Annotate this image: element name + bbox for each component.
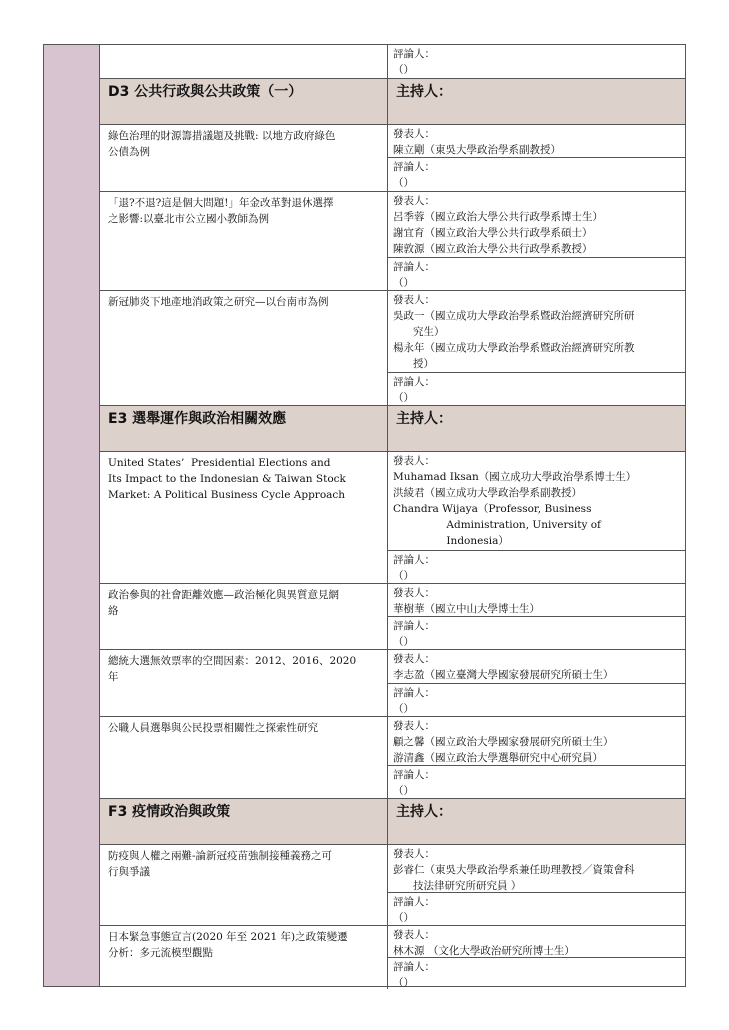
side-color-band xyxy=(44,45,100,986)
presenter-block xyxy=(388,192,685,258)
participant-line: 授） xyxy=(393,358,435,370)
moderator-label: 主持人： xyxy=(396,411,452,427)
role-label: 發表人： xyxy=(393,294,435,306)
participant-line: 洪綾君（國立成功大學政治學系副教授） xyxy=(393,487,582,499)
presenter-block xyxy=(388,584,685,617)
participant-line: 謝宜育（國立政治大學公共行政學系碩士） xyxy=(393,227,593,239)
discussant-block xyxy=(388,617,685,651)
paper-row xyxy=(100,717,685,799)
role-label: 評論人： xyxy=(393,620,435,632)
role-label: 發表人： xyxy=(393,653,435,665)
session-header-row xyxy=(100,79,685,125)
paper-row xyxy=(100,125,685,192)
role-label: 評論人： xyxy=(393,961,435,973)
role-label: 評論人： xyxy=(393,554,435,566)
participant-line: 李志盈（國立臺灣大學國家發展研究所碩士生） xyxy=(393,669,614,681)
paper-title: 「退?不退?這是個大問題!」年金改革對退休選擇 之影響:以臺北市公立國小教師為例 xyxy=(100,192,388,290)
participant-line: 技法律研究所研究員 ） xyxy=(393,880,522,892)
participants-cell xyxy=(388,291,685,405)
session-title: D3 公共行政與公共政策（一） xyxy=(100,79,388,124)
role-label: 評論人： xyxy=(393,687,435,699)
participant-line: 陳立剛（東吳大學政治學系副教授） xyxy=(393,144,561,156)
presenter-block xyxy=(388,650,685,684)
paper-title: 政治參與的社會距離效應—政治極化與異質意見網 絡 xyxy=(100,584,388,649)
paper-title: 防疫與人權之兩難-論新冠疫苗強制接種義務之可 行與爭議 xyxy=(100,845,388,925)
role-label: 發表人： xyxy=(393,929,435,941)
participant-line: 吳政一（國立成功大學政治學系暨政治經濟研究所研 xyxy=(393,310,635,322)
participant-line: （） xyxy=(393,912,414,924)
participant-line: Indonesia） xyxy=(393,535,509,547)
paper-row xyxy=(100,926,685,989)
session-title: F3 疫情政治與政策 xyxy=(100,799,388,844)
paper-title: 公職人員選舉與公民投票相關性之探索性研究 xyxy=(100,717,388,798)
discussant-block xyxy=(388,766,685,800)
participant-line: Administration, University of xyxy=(393,519,601,531)
participant-line: 彭睿仁（東吳大學政治學系兼任助理教授／資策會科 xyxy=(393,864,635,876)
role-label: 發表人： xyxy=(393,848,435,860)
discussant-block xyxy=(388,45,685,79)
presenter-block xyxy=(388,291,685,373)
paper-row xyxy=(100,650,685,717)
role-label: 評論人： xyxy=(393,376,435,388)
participant-line: （） xyxy=(393,570,414,582)
participants-cell xyxy=(388,926,685,989)
role-label: 評論人： xyxy=(393,48,435,60)
paper-row xyxy=(100,845,685,926)
presenter-block xyxy=(388,926,685,958)
role-label: 發表人： xyxy=(393,455,435,467)
participant-line: （） xyxy=(393,177,414,189)
participant-line: 呂季蓉（國立政治大學公共行政學系博士生） xyxy=(393,211,603,223)
paper-title: United States’ Presidential Elections and Its Impact to the Indonesian & Taiwan Stock Market: A Political Business Cycle Approach xyxy=(100,452,388,583)
discussant-block xyxy=(388,258,685,292)
participant-line: 楊永年（國立成功大學政治學系暨政治經濟研究所教 xyxy=(393,342,635,354)
participant-line: Chandra Wijaya（Professor, Business xyxy=(393,503,592,515)
session-title: E3 選舉運作與政治相關效應 xyxy=(100,406,388,451)
participant-line: 顧之馨（國立政治大學國家發展研究所碩士生） xyxy=(393,736,614,748)
paper-title: 總統大選無效票率的空間因素：2012、2016、2020 年 xyxy=(100,650,388,716)
participant-line: 游清鑫（國立政治大學選舉研究中心研究員） xyxy=(393,752,603,764)
paper-row xyxy=(100,584,685,650)
moderator-label: 主持人： xyxy=(396,804,452,820)
role-label: 發表人： xyxy=(393,587,435,599)
paper-title xyxy=(100,45,388,78)
discussant-block xyxy=(388,158,685,192)
participant-line: （） xyxy=(393,703,414,715)
participant-line: 究生） xyxy=(393,326,445,338)
participant-line: （） xyxy=(393,977,414,989)
moderator-label: 主持人： xyxy=(396,84,452,100)
session-header-row xyxy=(100,406,685,452)
participants-cell xyxy=(388,584,685,649)
participant-line: 林木源 （文化大學政治研究所博士生） xyxy=(393,945,575,957)
participant-line: 華樹華（國立中山大學博士生） xyxy=(393,603,540,615)
participant-line: （） xyxy=(393,277,414,289)
role-label: 評論人： xyxy=(393,896,435,908)
participants-cell xyxy=(388,125,685,191)
participants-cell xyxy=(388,717,685,798)
session-header-row xyxy=(100,799,685,845)
presenter-block xyxy=(388,845,685,893)
role-label: 評論人： xyxy=(393,261,435,273)
participant-line: Muhamad Iksan（國立成功大學政治學系博士生） xyxy=(393,471,637,483)
paper-title: 日本緊急事態宣言(2020 年至 2021 年)之政策變遷 分析：多元流模型觀點 xyxy=(100,926,388,989)
role-label: 評論人： xyxy=(393,769,435,781)
paper-row xyxy=(100,45,685,79)
participants-cell xyxy=(388,845,685,925)
presenter-block xyxy=(388,452,685,551)
participants-cell xyxy=(388,452,685,583)
paper-row xyxy=(100,291,685,406)
participant-line: （） xyxy=(393,785,414,797)
role-label: 發表人： xyxy=(393,128,435,140)
participant-line: （） xyxy=(393,636,414,648)
discussant-block xyxy=(388,551,685,585)
discussant-block xyxy=(388,958,685,992)
presenter-block xyxy=(388,717,685,766)
session-list xyxy=(100,45,685,989)
paper-row xyxy=(100,452,685,584)
role-label: 發表人： xyxy=(393,195,435,207)
participants-cell xyxy=(388,650,685,716)
participant-line: 陳敦源（國立政治大學公共行政學系教授） xyxy=(393,243,593,255)
participant-line: （） xyxy=(393,64,414,76)
role-label: 評論人： xyxy=(393,161,435,173)
discussant-block xyxy=(388,893,685,927)
discussant-block xyxy=(388,373,685,407)
role-label: 發表人： xyxy=(393,720,435,732)
paper-title: 新冠肺炎下地產地消政策之研究—以台南市為例 xyxy=(100,291,388,405)
presenter-block xyxy=(388,125,685,158)
participants-cell xyxy=(388,45,685,78)
paper-title: 綠色治理的財源籌措議題及挑戰: 以地方政府綠色 公債為例 xyxy=(100,125,388,191)
schedule-table xyxy=(43,44,686,987)
discussant-block xyxy=(388,684,685,718)
participants-cell xyxy=(388,192,685,290)
paper-row xyxy=(100,192,685,291)
participant-line: （） xyxy=(393,392,414,404)
